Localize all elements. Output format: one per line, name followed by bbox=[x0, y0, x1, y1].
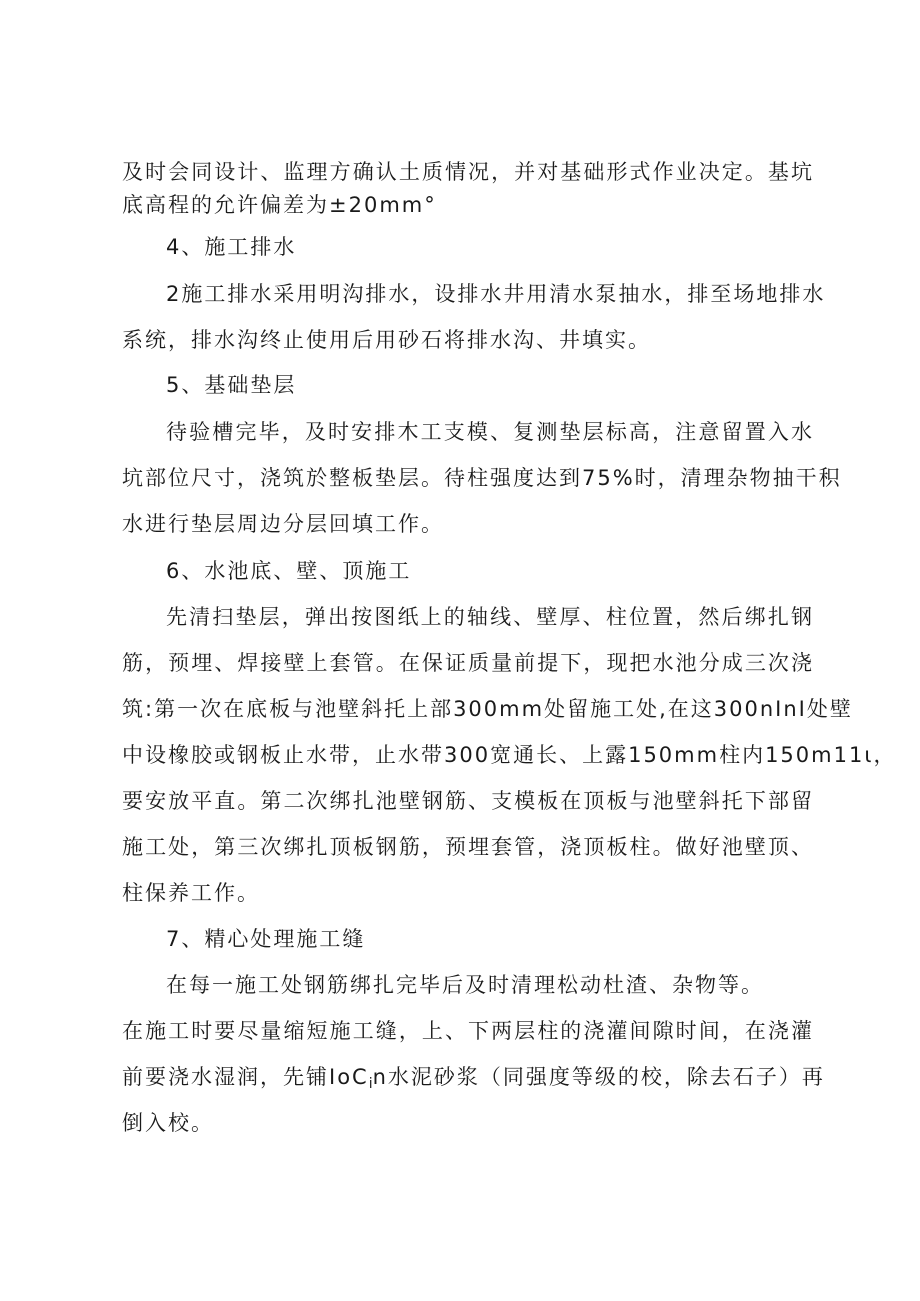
section-6-line-4: 中设橡胶或钢板止水带，止水带300宽通长、上露150mm柱内150m11ι， bbox=[122, 743, 897, 767]
section-6-line-2: 筋，预埋、焊接壁上套管。在保证质量前提下，现把水池分成三次浇 bbox=[122, 651, 814, 675]
paragraph-1-line-2: 底高程的允许偏差为±20mm° bbox=[122, 193, 437, 217]
section-5-line-1: 待验槽完毕，及时安排木工支模、复测垫层标高，注意留置入水 bbox=[166, 420, 814, 444]
section-6-line-3: 筑:第一次在底板与池壁斜托上部300mm处留施工处,在这300nInI处壁 bbox=[122, 697, 853, 721]
section-7-line-3-text-after: n水泥砂浆（同强度等级的校，除去石子）再 bbox=[372, 1065, 825, 1089]
section-4-line-2: 系统，排水沟终止使用后用砂石将排水沟、井填实。 bbox=[122, 328, 651, 352]
section-7-line-3-subscript: i bbox=[368, 1076, 373, 1092]
section-7-line-1: 在每一施工处钢筋绑扎完毕后及时清理松动杜渣、杂物等。 bbox=[166, 973, 764, 997]
section-4-line-1: 2施工排水采用明沟排水，设排水井用清水泵抽水，排至场地排水 bbox=[166, 282, 826, 306]
section-6-line-7: 柱保养工作。 bbox=[122, 881, 260, 905]
section-6-line-6: 施工处，第三次绑扎顶板钢筋，预埋套管，浇顶板柱。做好池壁顶、 bbox=[122, 835, 814, 859]
section-7-heading: 7、精心处理施工缝 bbox=[166, 927, 366, 951]
paragraph-1-line-1: 及时会同设计、监理方确认土质情况，并对基础形式作业决定。基坑 bbox=[122, 160, 814, 184]
section-5-line-3: 水进行垫层周边分层回填工作。 bbox=[122, 512, 444, 536]
section-7-line-3-text-before: 前要浇水湿润，先铺IoC bbox=[122, 1065, 369, 1089]
section-7-line-4: 倒入校。 bbox=[122, 1111, 214, 1135]
section-5-line-2: 坑部位尺寸，浇筑於整板垫层。待柱强度达到75%时，清理杂物抽干积 bbox=[122, 466, 842, 490]
section-4-heading: 4、施工排水 bbox=[166, 235, 297, 259]
section-6-heading: 6、水池底、壁、顶施工 bbox=[166, 559, 412, 583]
section-6-line-5: 要安放平直。第二次绑扎池壁钢筋、支模板在顶板与池壁斜托下部留 bbox=[122, 789, 814, 813]
section-7-line-2: 在施工时要尽量缩短施工缝，上、下两层柱的浇灌间隙时间，在浇灌 bbox=[122, 1019, 814, 1043]
section-6-line-1: 先清扫垫层，弹出按图纸上的轴线、壁厚、柱位置，然后绑扎钢 bbox=[166, 605, 814, 629]
section-5-heading: 5、基础垫层 bbox=[166, 373, 297, 397]
section-7-line-3 bbox=[122, 1057, 825, 1097]
